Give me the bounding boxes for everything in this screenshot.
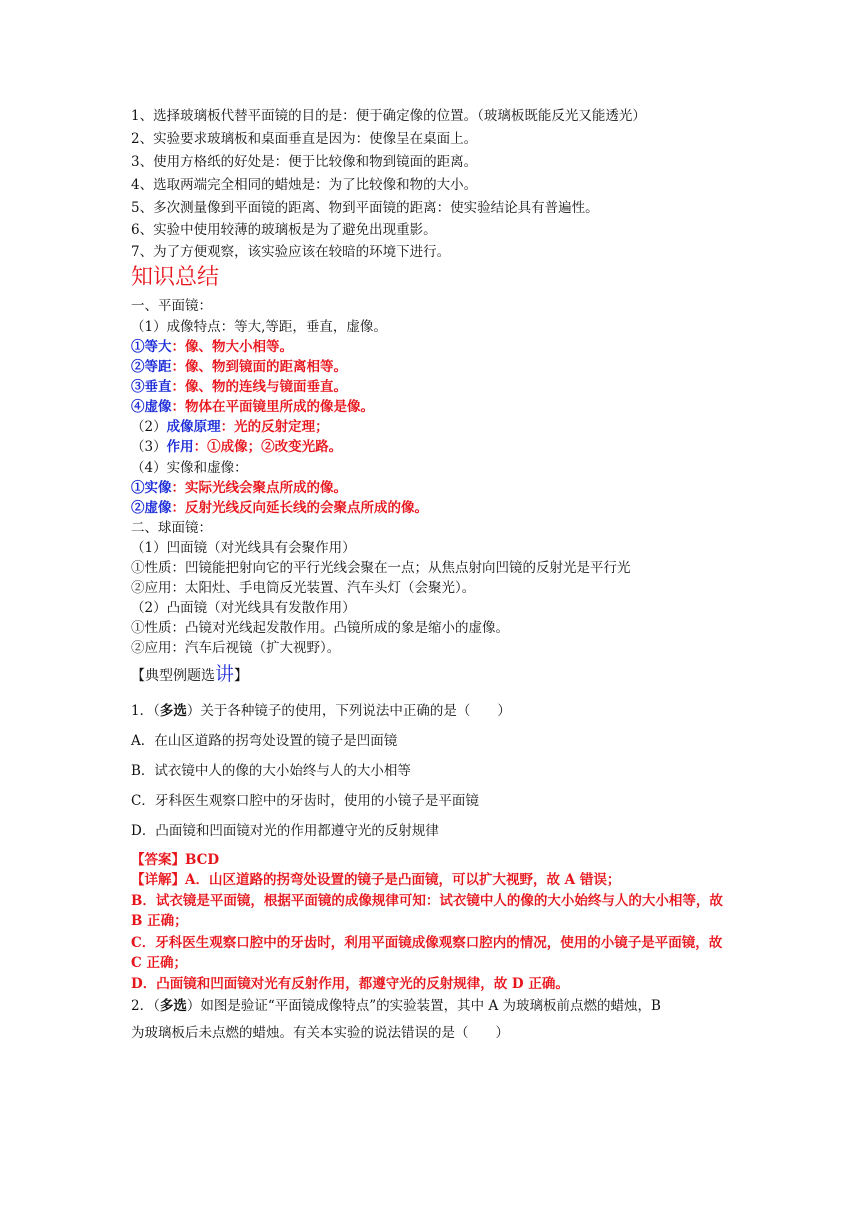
spherical-mirror-heading: 二、球面镜： [131, 520, 212, 536]
question-1 [131, 701, 511, 721]
real-body: ：实际光线会聚点所成的像。 [171, 480, 347, 496]
question-2-cont: 为玻璃板后未点燃的蜡烛。有关本实验的说法错误的是（ ） [131, 1025, 509, 1041]
option-a: A．在山区道路的拐弯处设置的镜子是凹面镜 [131, 733, 398, 749]
option-b: B．试衣镜中人的像的大小始终与人的大小相等 [131, 763, 411, 779]
summary-title: 知识总结 [131, 265, 220, 290]
question-number: 2．（ [131, 998, 160, 1014]
question-2 [131, 996, 661, 1016]
virtual-body: ：反射光线反向延长线的会聚点所成的像。 [171, 500, 428, 516]
virtual-term: ②虚像 [131, 500, 172, 516]
heading-part: 】 [234, 668, 249, 684]
real-virtual-heading: （4）实像和虚像： [131, 460, 248, 476]
feature-body: ：物体在平面镜里所成的像是像。 [171, 399, 374, 415]
intro-item-3: 3、使用方格纸的好处是：便于比较像和物到镜面的距离。 [131, 154, 478, 170]
feature-term: ①等大 [131, 339, 172, 355]
feature-perpendicular [131, 377, 347, 397]
feature-term: ②等距 [131, 359, 172, 375]
imaging-principle [131, 417, 329, 437]
concave-property: ①性质：凹镜能把射向它的平行光线会聚在一点；从焦点射向凹镜的反射光是平行光 [131, 560, 631, 576]
feature-equal-size [131, 337, 293, 357]
option-d: D．凸面镜和凹面镜对光的作用都遵守光的反射规律 [131, 823, 439, 839]
feature-body: ：像、物的连线与镜面垂直。 [171, 379, 347, 395]
item-prefix: （2） [131, 419, 167, 435]
heading-emphasis: 讲 [215, 663, 235, 685]
question-tag: 多选 [159, 998, 187, 1014]
real-image-def [131, 478, 347, 498]
real-term: ①实像 [131, 480, 172, 496]
item-prefix: （3） [131, 439, 167, 455]
principle-term: 成像原理 [166, 419, 221, 435]
intro-item-1: 1、选择玻璃板代替平面镜的目的是：便于确定像的位置。（玻璃板既能反光又能透光） [131, 108, 646, 124]
principle-body: ：光的反射定理； [220, 419, 329, 435]
function-term: 作用 [166, 439, 194, 455]
mirror-function [131, 437, 342, 457]
question-number: 1．（ [131, 703, 160, 719]
imaging-features: （1）成像特点：等大,等距，垂直，虚像。 [131, 319, 387, 335]
convex-property: ①性质：凸镜对光线起发散作用。凸镜所成的象是缩小的虚像。 [131, 620, 509, 636]
examples-heading [131, 662, 248, 688]
convex-heading: （2）凸面镜（对光线具有发散作用） [131, 600, 356, 616]
intro-item-5: 5、多次测量像到平面镜的距离、物到平面镜的距离：使实验结论具有普遍性。 [131, 200, 599, 216]
convex-application: ②应用：汽车后视镜（扩大视野）。 [131, 640, 341, 656]
detail-d: D．凸面镜和凹面镜对光有反射作用，都遵守光的反射规律，故 D 正确。 [131, 976, 569, 992]
concave-heading: （1）凹面镜（对光线具有会聚作用） [131, 540, 356, 556]
answer: 【答案】BCD [131, 852, 220, 868]
virtual-image-def [131, 498, 428, 518]
plane-mirror-heading: 一、平面镜： [131, 298, 212, 314]
question-text: ）关于各种镜子的使用，下列说法中正确的是（ ） [186, 703, 511, 719]
question-tag: 多选 [159, 703, 187, 719]
feature-virtual-image [131, 397, 374, 417]
feature-body: ：像、物到镜面的距离相等。 [171, 359, 347, 375]
option-c: C．牙科医生观察口腔中的牙齿时，使用的小镜子是平面镜 [131, 793, 479, 809]
intro-item-2: 2、实验要求玻璃板和桌面垂直是因为：使像呈在桌面上。 [131, 131, 478, 147]
function-body: ：①成像；②改变光路。 [193, 439, 343, 455]
heading-part: 【典型例题选 [131, 668, 215, 684]
detail-b: B．试衣镜是平面镜，根据平面镜的成像规律可知：试衣镜中人的像的大小始终与人的大小相等，故 B 正确； [131, 893, 723, 929]
concave-application: ②应用：太阳灶、手电筒反光装置、汽车头灯（会聚光）。 [131, 580, 476, 596]
detail-c: C．牙科医生观察口腔中的牙齿时，利用平面镜成像观察口腔内的情况，使用的小镜子是平面镜，故 C 正确； [131, 935, 723, 971]
feature-body: ：像、物大小相等。 [171, 339, 293, 355]
detail-a: 【详解】A．山区道路的拐弯处设置的镜子是凸面镜，可以扩大视野，故 A 错误； [131, 872, 621, 888]
feature-equal-distance [131, 357, 347, 377]
intro-item-7: 7、为了方便观察，该实验应该在较暗的环境下进行。 [131, 244, 451, 260]
question-text: ）如图是验证“平面镜成像特点”的实验装置，其中 A 为玻璃板前点燃的蜡烛，B [186, 998, 661, 1014]
feature-term: ④虚像 [131, 399, 172, 415]
intro-item-4: 4、选取两端完全相同的蜡烛是：为了比较像和物的大小。 [131, 177, 478, 193]
feature-term: ③垂直 [131, 379, 172, 395]
intro-item-6: 6、实验中使用较薄的玻璃板是为了避免出现重影。 [131, 222, 437, 238]
